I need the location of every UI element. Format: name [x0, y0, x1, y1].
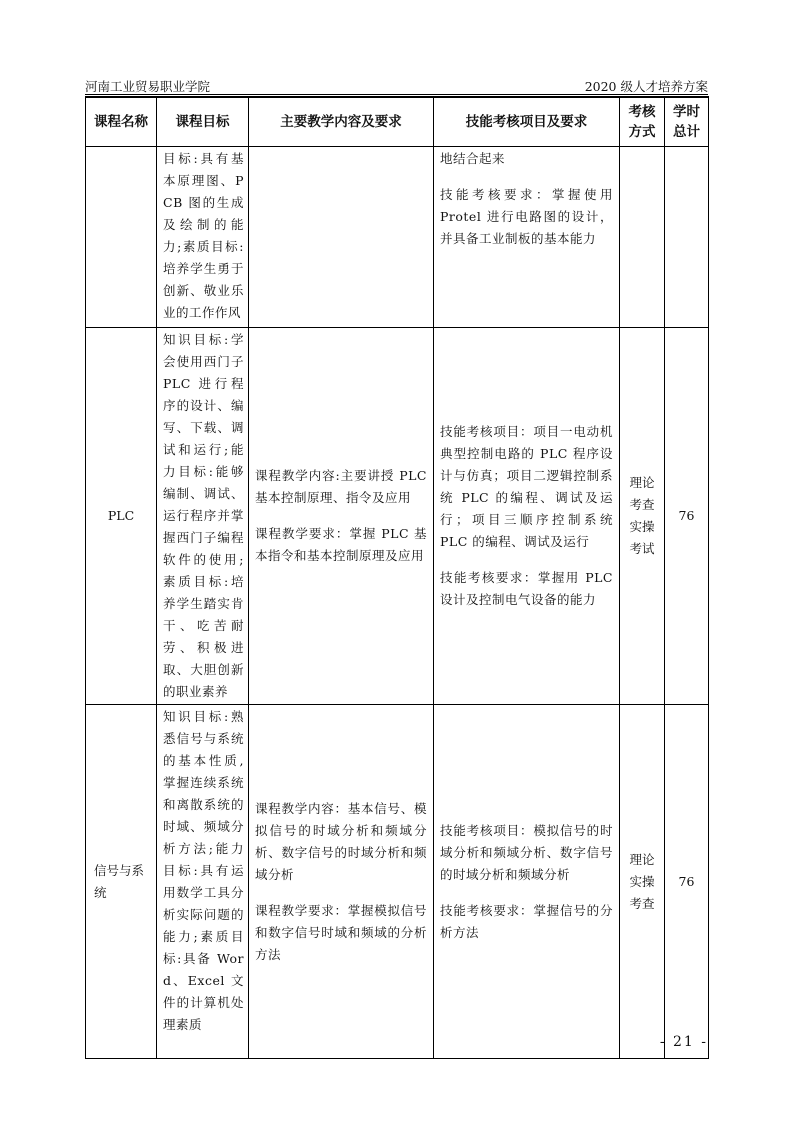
- page-number: - 21 -: [659, 1034, 708, 1050]
- content-text: 课程教学要求：掌握 PLC 基本指令和基本控制原理及应用: [255, 526, 427, 563]
- col-header-course-name: 课程名称: [86, 97, 157, 147]
- skill-assessment-cell: [434, 328, 620, 705]
- course-goal-text: 目标:具有基本原理图、PCB 图的生成及绘制的能力;素质目标:培养学生勇于创新、敬业乐业的工作作风: [163, 151, 244, 320]
- skill-text: 技能考核要求：掌握用 PLC 设计及控制电气设备的能力: [440, 570, 613, 607]
- skill-assessment-cell: [434, 705, 620, 1059]
- course-name-cell: 信号与系统: [86, 705, 157, 1059]
- teaching-content-cell: [249, 147, 434, 328]
- table-header-row: [86, 97, 709, 147]
- total-hours-cell: 76: [665, 705, 709, 1059]
- skill-text: 地结合起来: [440, 151, 506, 166]
- exam-method-cell: [620, 147, 665, 328]
- course-name-cell: [86, 147, 157, 328]
- plan-title: 2020 级人才培养方案: [584, 79, 708, 94]
- course-name-cell: PLC: [86, 328, 157, 705]
- header-rule: [85, 94, 708, 95]
- teaching-content-cell: [249, 328, 434, 705]
- skill-text: 技能考核要求：掌握信号的分析方法: [440, 902, 613, 940]
- course-goal-text: 知识目标:熟悉信号与系统的基本性质,掌握连续系统和离散系统的时域、频域分析方法;能力目标:具有运用数学工具分析实际问题的能力;素质目标:具备 Word、Excel 文件的计算机处理素质: [163, 709, 244, 1032]
- col-header-skill-assessment: 技能考核项目及要求: [434, 97, 620, 147]
- exam-method-cell: 理论 考查 实操 考试: [620, 328, 665, 705]
- curriculum-table: [85, 96, 709, 1059]
- content-text: 课程教学内容：基本信号、模拟信号的时域分析和频域分析、数字信号的时域分析和频域分析: [255, 800, 427, 882]
- skill-assessment-cell: [434, 147, 620, 328]
- table-row: [86, 147, 709, 328]
- course-goal-text: 知识目标:学会使用西门子 PLC 进行程序的设计、编写、下载、调试和运行;能力目标:能够编制、调试、运行程序并掌握西门子编程软件的使用;素质目标:培养学生踏实肯干、吃苦耐劳、积极进取、大胆创新的职业素养: [163, 332, 244, 699]
- skill-text: 技能考核项目：模拟信号的时域分析和频域分析、数字信号的时域分析和频域分析: [440, 822, 613, 882]
- skill-text: 技能考核要求：掌握使用 Protel 进行电路图的设计，并具备工业制板的基本能力: [440, 187, 613, 246]
- col-header-exam-method: 考核 方式: [620, 97, 665, 147]
- col-header-teaching-content: 主要教学内容及要求: [249, 97, 434, 147]
- col-header-total-hours: 学时 总计: [665, 97, 709, 147]
- table-row: [86, 328, 709, 705]
- exam-method-cell: 理论 实操 考查: [620, 705, 665, 1059]
- course-goal-cell: [157, 328, 249, 705]
- content-text: 课程教学要求：掌握模拟信号和数字信号时域和频域的分析方法: [255, 902, 427, 962]
- teaching-content-cell: [249, 705, 434, 1059]
- school-name: 河南工业贸易职业学院: [85, 79, 211, 94]
- total-hours-cell: 76: [665, 328, 709, 705]
- content-text: 课程教学内容:主要讲授 PLC 基本控制原理、指令及应用: [255, 468, 427, 505]
- course-goal-cell: [157, 147, 249, 328]
- course-goal-cell: [157, 705, 249, 1059]
- running-header: [85, 75, 708, 95]
- total-hours-cell: [665, 147, 709, 328]
- table-row: [86, 705, 709, 1059]
- skill-text: 技能考核项目：项目一电动机典型控制电路的 PLC 程序设计与仿真；项目二逻辑控制系统 PLC 的编程、调试及运行；项目三顺序控制系统 PLC 的编程、调试及运行: [440, 424, 613, 549]
- col-header-course-goal: 课程目标: [157, 97, 249, 147]
